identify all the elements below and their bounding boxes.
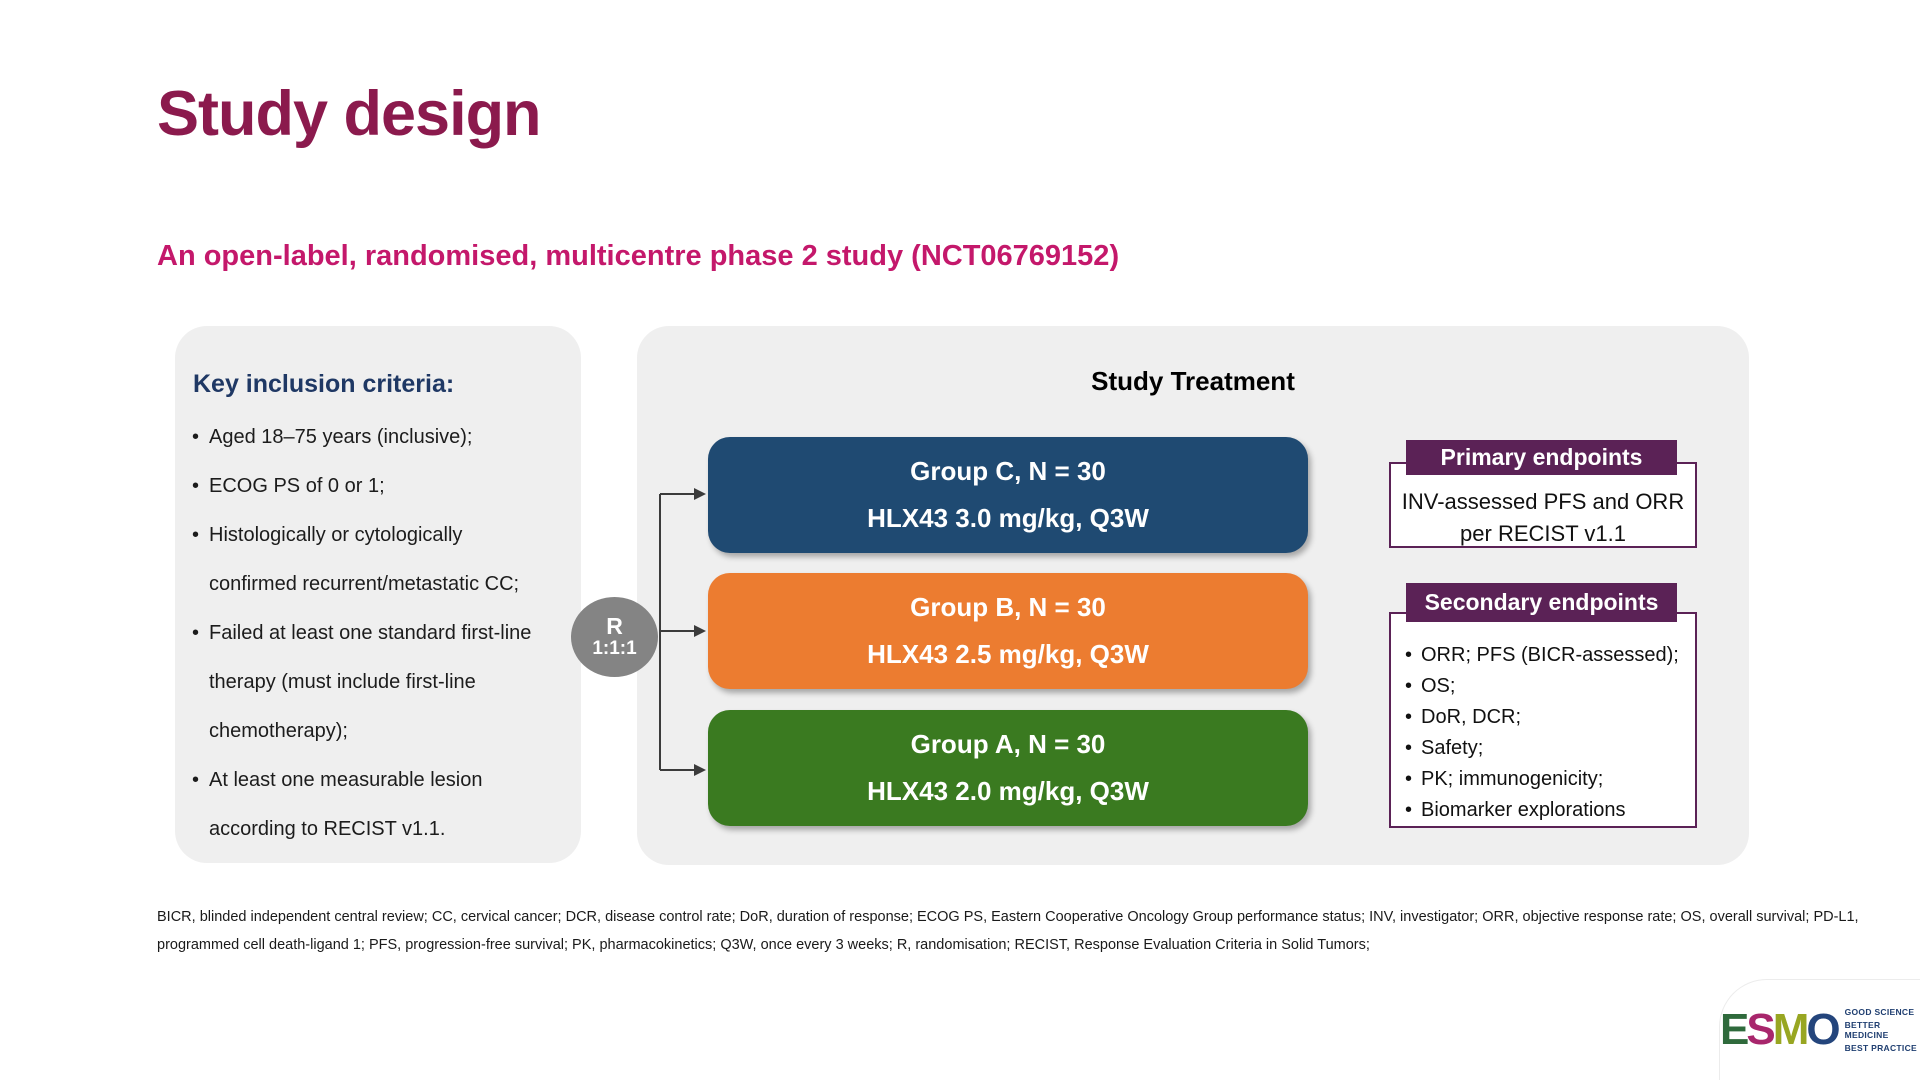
- abbreviations-footnote: [157, 903, 1859, 959]
- list-item: • ORR; PFS (BICR-assessed);: [1421, 640, 1695, 671]
- esmo-tagline: [1845, 1007, 1920, 1053]
- group-b-name: Group B, N = 30: [910, 592, 1106, 622]
- list-item: • PK; immunogenicity;: [1421, 764, 1695, 795]
- tagline-line: BEST PRACTICE: [1844, 1043, 1917, 1053]
- primary-endpoints-label: Primary endpoints: [1440, 444, 1643, 470]
- esmo-letter-o: O: [1806, 1005, 1838, 1054]
- page-title: Study design: [157, 79, 541, 149]
- group-c-dose: HLX43 3.0 mg/kg, Q3W: [867, 503, 1149, 533]
- group-c-name: Group C, N = 30: [910, 456, 1106, 486]
- list-item: • OS;: [1421, 671, 1695, 702]
- esmo-letter-e: E: [1720, 1005, 1747, 1054]
- footnote-line-2: programmed cell death-ligand 1; PFS, progression-free survival; PK, pharmacokinetics; Q3W, once every 3 weeks; R, randomisation; RECIST, Response Evaluation Criteria in Solid Tumors;: [157, 937, 1370, 953]
- randomisation-ratio: 1:1:1: [592, 638, 637, 659]
- group-a-box: [708, 710, 1308, 826]
- footnote-line-1: BICR, blinded independent central review; CC, cervical cancer; DCR, disease control rate; DoR, duration of response; ECOG PS, Eastern Cooperative Oncology Group performance status; INV, investigator; ORR, objective response rate; OS, overall survival; PD-L1,: [157, 909, 1859, 925]
- group-b-dose: HLX43 2.5 mg/kg, Q3W: [867, 639, 1149, 669]
- list-item: • Biomarker explorations: [1421, 795, 1695, 826]
- study-treatment-panel: [637, 326, 1749, 865]
- tagline-line: GOOD SCIENCE: [1844, 1007, 1915, 1017]
- list-item: • ECOG PS of 0 or 1;: [209, 462, 547, 511]
- esmo-logo-card: [1719, 979, 1920, 1080]
- list-item: • At least one measurable lesion according to RECIST v1.1.: [209, 756, 547, 854]
- list-item: • Safety;: [1421, 733, 1695, 764]
- list-item: • Histologically or cytologically confirmed recurrent/metastatic CC;: [209, 511, 547, 609]
- study-treatment-heading: Study Treatment: [1091, 366, 1295, 396]
- inclusion-criteria-heading: Key inclusion criteria:: [193, 370, 455, 398]
- list-item: • DoR, DCR;: [1421, 702, 1695, 733]
- randomisation-badge: [571, 597, 658, 677]
- group-a-name: Group A, N = 30: [910, 729, 1106, 759]
- inclusion-criteria-panel: [175, 326, 581, 863]
- esmo-letter-m: M: [1772, 1005, 1807, 1054]
- tagline-line: BETTER MEDICINE: [1844, 1020, 1889, 1040]
- group-a-dose: HLX43 2.0 mg/kg, Q3W: [867, 776, 1149, 806]
- esmo-logo: [1720, 1005, 1838, 1054]
- primary-endpoints-text: INV-assessed PFS and ORR per RECIST v1.1: [1401, 489, 1685, 546]
- randomisation-letter: R: [606, 613, 623, 639]
- list-item: • Failed at least one standard first-line therapy (must include first-line chemotherapy);: [209, 609, 547, 756]
- inclusion-criteria-list: [175, 413, 547, 854]
- group-b-box: [708, 573, 1308, 689]
- secondary-endpoints-box: [1389, 612, 1697, 828]
- secondary-endpoints-label: Secondary endpoints: [1424, 589, 1659, 615]
- secondary-endpoints-list: [1391, 640, 1695, 826]
- group-c-box: [708, 437, 1308, 553]
- slide-subtitle: An open-label, randomised, multicentre phase 2 study (NCT06769152): [157, 240, 1120, 272]
- secondary-endpoints-header: [1406, 583, 1677, 622]
- esmo-letter-s: S: [1746, 1005, 1773, 1054]
- primary-endpoints-header: [1406, 440, 1677, 475]
- list-item: • Aged 18–75 years (inclusive);: [209, 413, 547, 462]
